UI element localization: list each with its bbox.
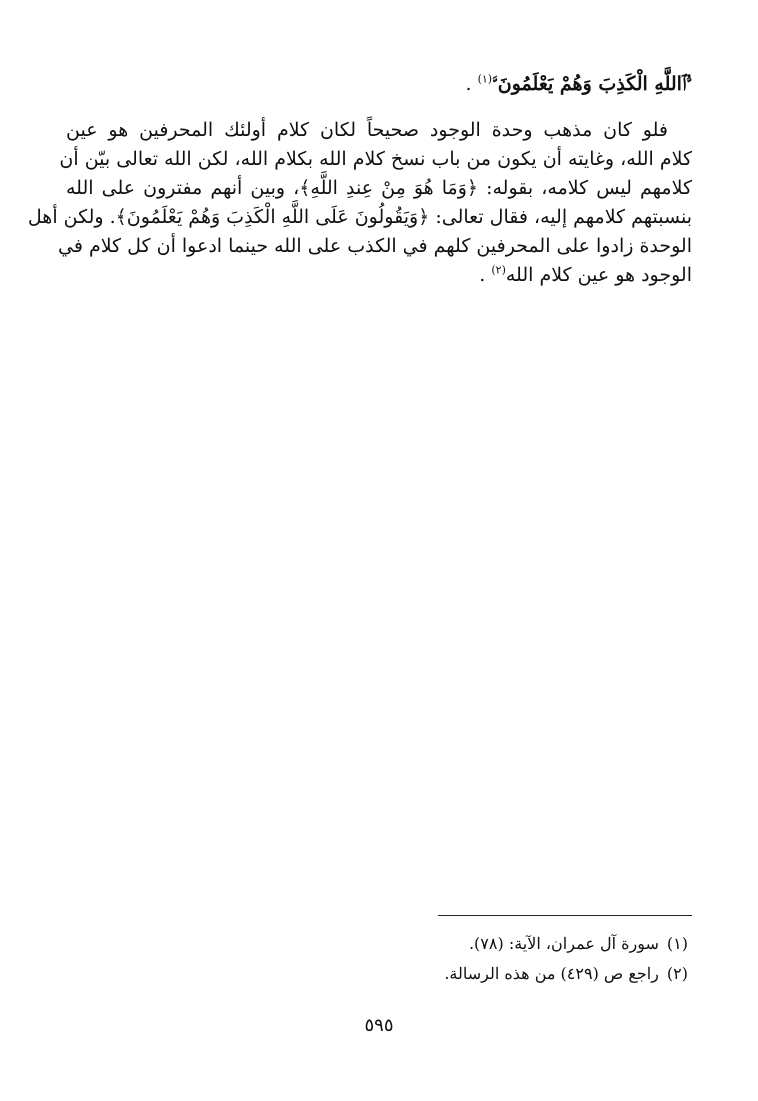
footnote-number: (١)	[666, 934, 688, 953]
paragraph-line: كلامهم ليس كلامه، بقوله: ﴿وَمَا هُوَ مِنْ عِندِ اللَّهِ﴾، وبين أنهم مفترون على الله	[66, 177, 692, 199]
paragraph-last-line	[66, 261, 692, 290]
paragraph-line: كلام الله، وغايته أن يكون من باب نسخ كلام الله بكلام الله، لكن الله تعالى بيّن أن	[59, 148, 692, 170]
paragraph-last-line-text: الوجود هو عين كلام الله	[505, 264, 692, 286]
paragraph-line: الوحدة زادوا على المحرفين كلهم في الكذب على الله حينما ادعوا أن كل كلام في	[58, 235, 692, 257]
footnote-separator	[438, 915, 692, 916]
page-number: ٥٩٥	[364, 1015, 394, 1036]
paragraph-end: .	[479, 264, 486, 286]
verse-continuation	[66, 70, 692, 99]
footnote-number: (٢)	[666, 964, 688, 983]
paragraph-line: بنسبتهم كلامهم إليه، فقال تعالى: ﴿وَيَقُولُونَ عَلَى اللَّهِ الْكَذِبَ وَهُمْ يَعْلَمُونَ﴾. ولكن أهل	[27, 206, 692, 228]
main-paragraph	[27, 116, 692, 290]
footnote-text: راجع ص (٤٢٩) من هذه الرسالة.	[444, 964, 659, 983]
footnote-item	[88, 959, 688, 989]
paragraph-line: فلو كان مذهب وحدة الوجود صحيحاً لكان كلام أولئك المحرفين هو عين	[66, 119, 668, 141]
sentence-end: .	[465, 73, 472, 95]
quran-verse-fragment: ﱡﭐاللَّهِ الْكَذِبَ وَهُمْ يَعْلَمُونَﱠ	[492, 73, 692, 95]
footnote-ref-2: (٢)	[491, 263, 506, 277]
footnote-item	[88, 929, 688, 959]
footnotes	[88, 929, 688, 989]
footnote-text: سورة آل عمران، الآية: (٧٨).	[468, 934, 659, 953]
footnote-ref-1: (١)	[477, 72, 493, 86]
